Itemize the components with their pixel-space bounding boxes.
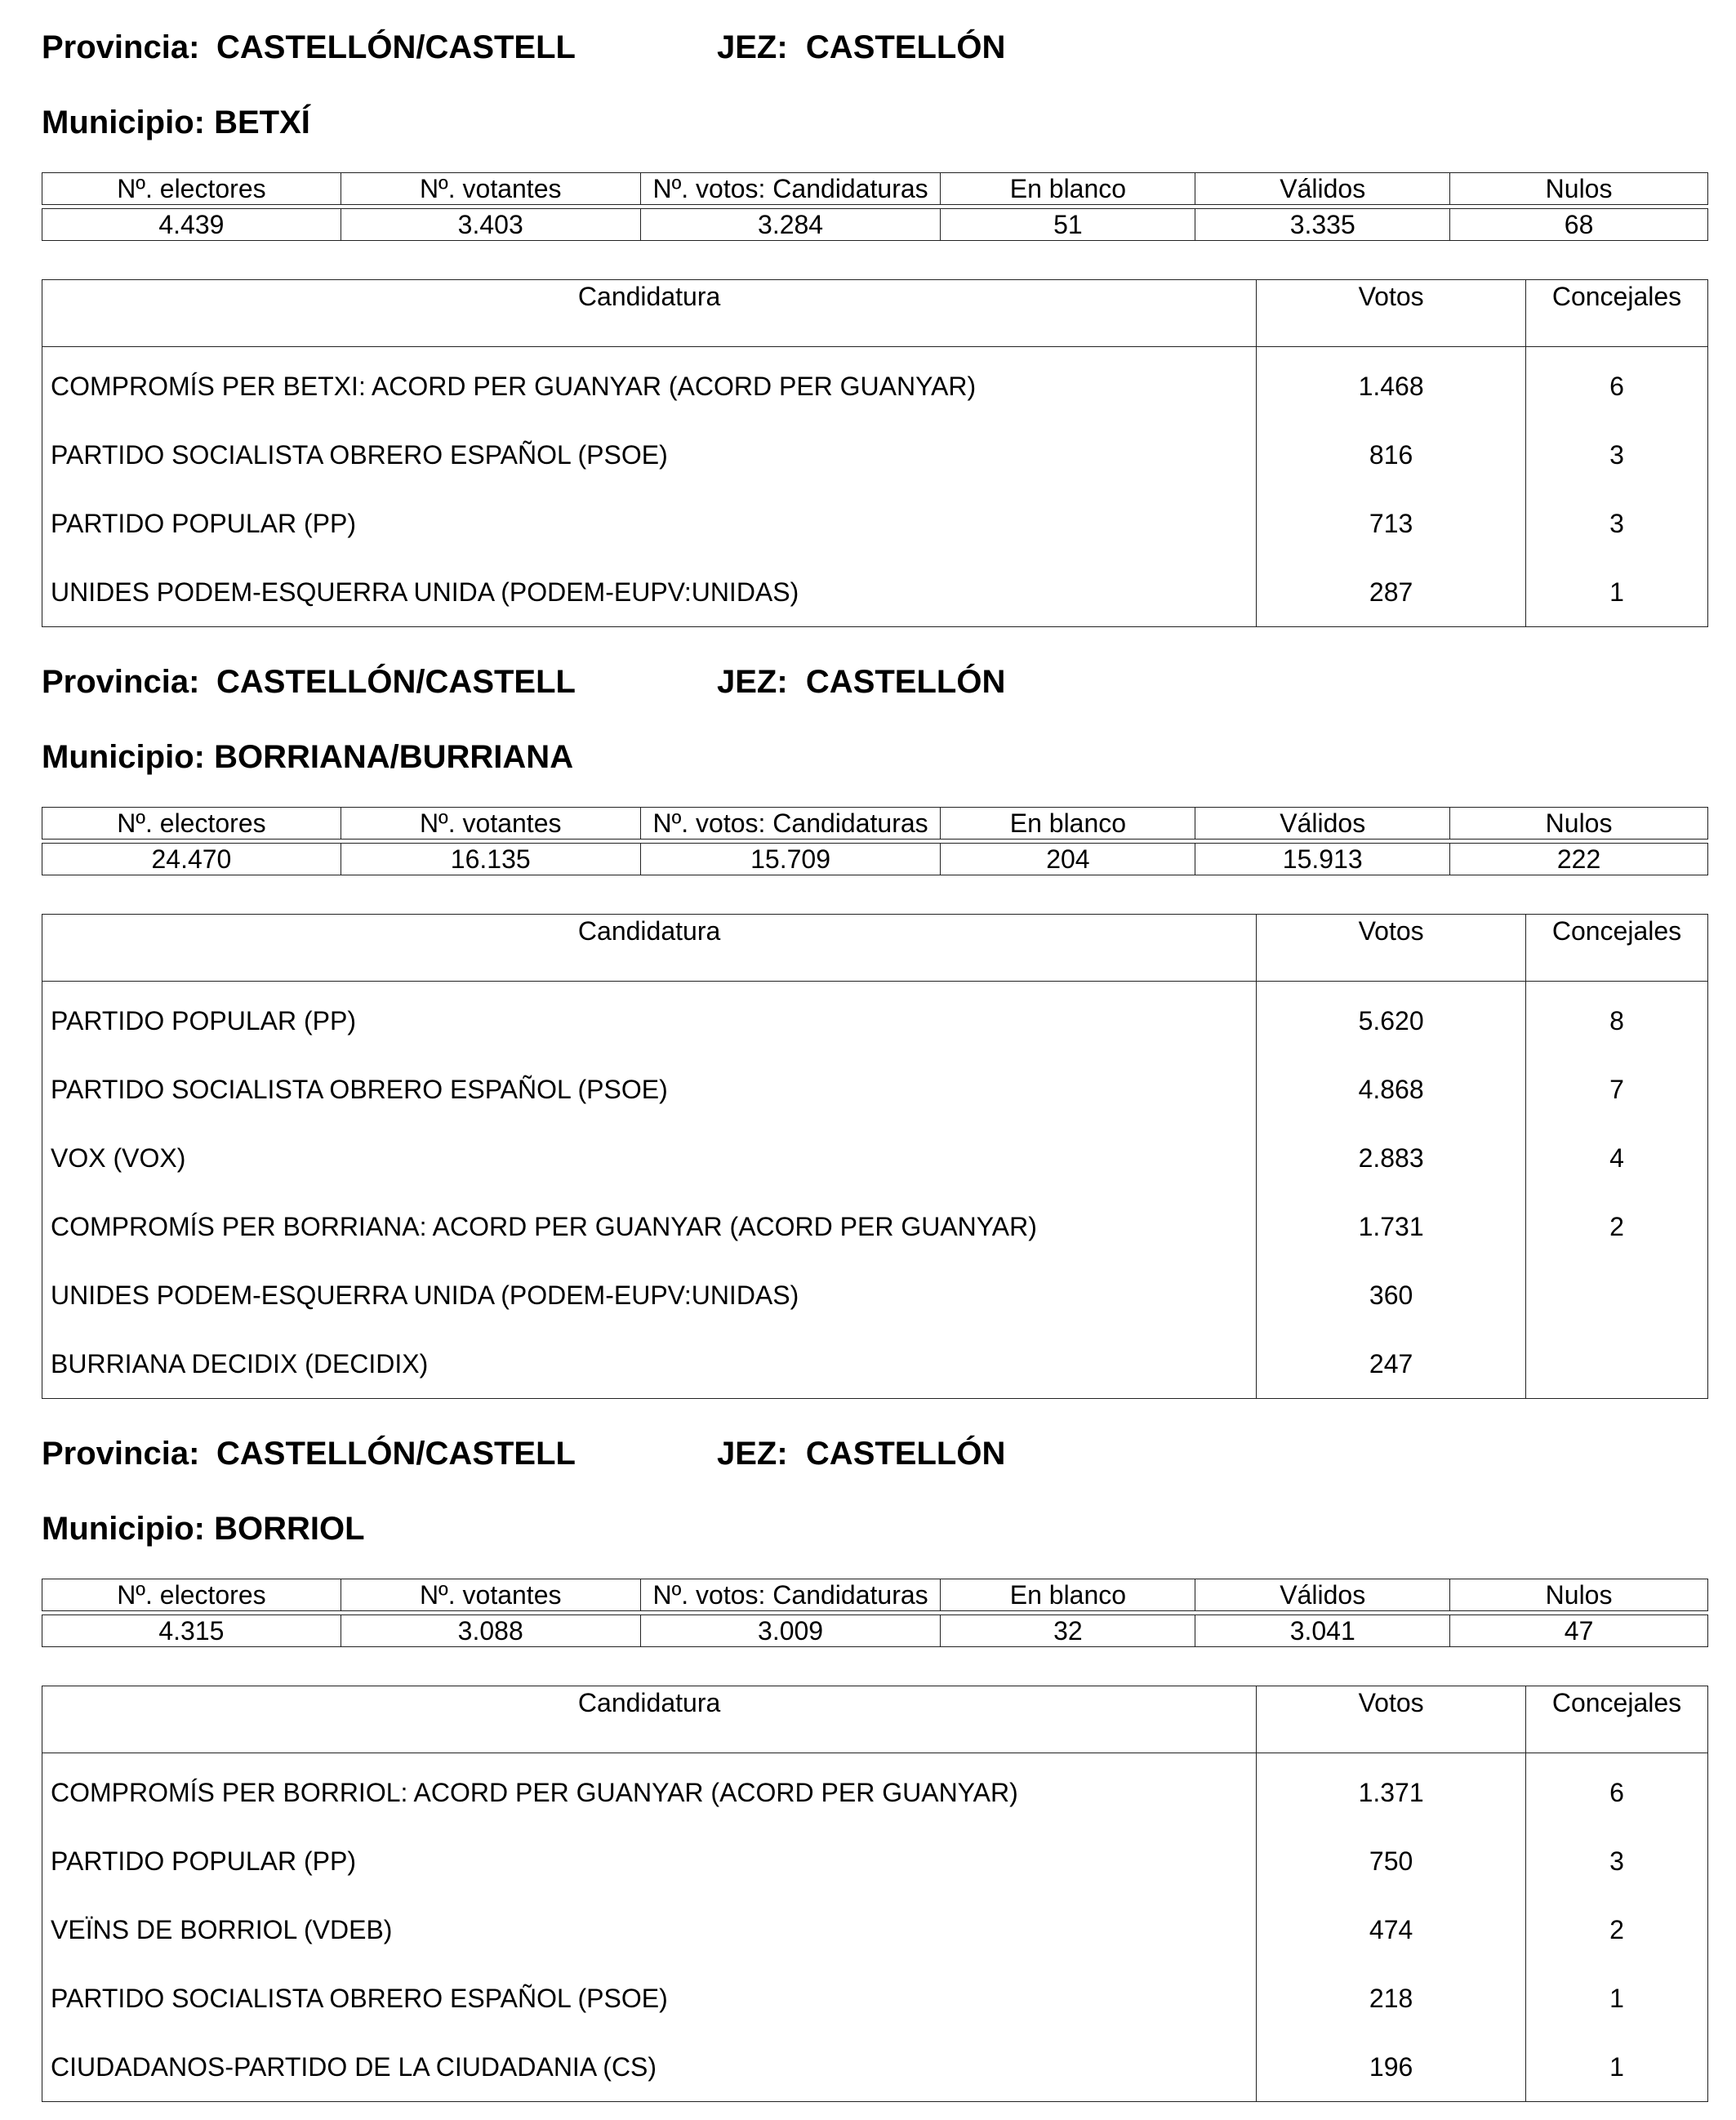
table-row: [42, 1055, 1708, 1124]
candidate-seats: 2: [1526, 1895, 1708, 1964]
candidate-seats: 1: [1526, 1964, 1708, 2033]
candidate-seats: 2: [1526, 1192, 1708, 1261]
candidate-seats: 6: [1526, 347, 1708, 421]
jez-value: CASTELLÓN: [805, 29, 1006, 65]
stats-table: [42, 807, 1708, 875]
stats-header: Válidos: [1195, 1579, 1450, 1611]
table-row: [42, 1329, 1708, 1399]
candidates-table: [42, 1686, 1708, 2102]
candidate-votes: 750: [1257, 1827, 1526, 1895]
municipio-value: BORRIANA/BURRIANA: [214, 739, 574, 775]
candidate-votes: 1.468: [1257, 347, 1526, 421]
stats-value: 47: [1450, 1615, 1708, 1647]
votos-header: Votos: [1257, 1686, 1526, 1753]
municipio-value: BETXÍ: [214, 105, 310, 140]
jez-line: [717, 1435, 1005, 1472]
candidate-votes: 2.883: [1257, 1124, 1526, 1192]
candidate-seats: 6: [1526, 1753, 1708, 1828]
candidate-seats: [1526, 1329, 1708, 1399]
votos-header: Votos: [1257, 915, 1526, 982]
candidate-seats: 1: [1526, 2033, 1708, 2102]
provincia-value: CASTELLÓN/CASTELL: [216, 29, 576, 65]
stats-header: Nº. votos: Candidaturas: [640, 173, 941, 205]
stats-value: 16.135: [341, 844, 640, 875]
stats-value: 15.709: [640, 844, 941, 875]
candidatura-header: Candidatura: [42, 1686, 1257, 1753]
candidate-seats: 3: [1526, 421, 1708, 489]
stats-header: Nº. electores: [42, 1579, 341, 1611]
stats-table: [42, 1579, 1708, 1647]
candidate-name: PARTIDO SOCIALISTA OBRERO ESPAÑOL (PSOE): [42, 1055, 1257, 1124]
stats-value-row: [42, 209, 1708, 241]
provincia-line: [42, 663, 1006, 701]
jez-label: JEZ:: [717, 1436, 788, 1472]
table-row: [42, 1964, 1708, 2033]
provincia-label: Provincia:: [42, 29, 200, 65]
table-row: [42, 489, 1708, 558]
concejales-header: Concejales: [1526, 915, 1708, 982]
stats-value-row: [42, 844, 1708, 875]
stats-header: Nº. electores: [42, 808, 341, 840]
stats-value-row: [42, 1615, 1708, 1647]
candidate-votes: 474: [1257, 1895, 1526, 1964]
candidate-seats: 3: [1526, 1827, 1708, 1895]
candidate-name: VEÏNS DE BORRIOL (VDEB): [42, 1895, 1257, 1964]
candidate-name: PARTIDO POPULAR (PP): [42, 489, 1257, 558]
stats-value: 204: [941, 844, 1195, 875]
jez-line: [717, 663, 1005, 701]
candidate-votes: 247: [1257, 1329, 1526, 1399]
candidate-seats: 7: [1526, 1055, 1708, 1124]
candidate-votes: 816: [1257, 421, 1526, 489]
stats-value: 4.315: [42, 1615, 341, 1647]
stats-value: 3.403: [341, 209, 640, 241]
candidate-name: BURRIANA DECIDIX (DECIDIX): [42, 1329, 1257, 1399]
candidates-table: [42, 914, 1708, 1399]
stats-value: 3.009: [640, 1615, 941, 1647]
jez-label: JEZ:: [717, 664, 788, 700]
candidate-votes: 218: [1257, 1964, 1526, 2033]
candidate-name: UNIDES PODEM-ESQUERRA UNIDA (PODEM-EUPV:UNIDAS): [42, 1261, 1257, 1329]
stats-value: 3.088: [341, 1615, 640, 1647]
table-row: [42, 1827, 1708, 1895]
candidate-seats: 3: [1526, 489, 1708, 558]
stats-value: 3.041: [1195, 1615, 1450, 1647]
stats-header: En blanco: [941, 808, 1195, 840]
candidate-votes: 713: [1257, 489, 1526, 558]
municipio-label: Municipio:: [42, 105, 205, 140]
stats-value: 4.439: [42, 209, 341, 241]
candidate-name: PARTIDO SOCIALISTA OBRERO ESPAÑOL (PSOE): [42, 1964, 1257, 2033]
candidate-name: COMPROMÍS PER BETXI: ACORD PER GUANYAR (ACORD PER GUANYAR): [42, 347, 1257, 421]
stats-table: [42, 172, 1708, 241]
stats-header: Nulos: [1450, 1579, 1708, 1611]
candidate-votes: 5.620: [1257, 982, 1526, 1056]
candidate-votes: 1.731: [1257, 1192, 1526, 1261]
stats-value: 222: [1450, 844, 1708, 875]
candidatura-header: Candidatura: [42, 915, 1257, 982]
candidate-votes: 196: [1257, 2033, 1526, 2102]
jez-value: CASTELLÓN: [805, 1436, 1006, 1472]
candidate-name: PARTIDO SOCIALISTA OBRERO ESPAÑOL (PSOE): [42, 421, 1257, 489]
candidate-name: UNIDES PODEM-ESQUERRA UNIDA (PODEM-EUPV:UNIDAS): [42, 558, 1257, 627]
candidates-header-row: [42, 1686, 1708, 1753]
candidate-votes: 287: [1257, 558, 1526, 627]
candidate-seats: 8: [1526, 982, 1708, 1056]
table-row: [42, 558, 1708, 627]
stats-header-row: [42, 808, 1708, 840]
candidate-votes: 1.371: [1257, 1753, 1526, 1828]
provincia-value: CASTELLÓN/CASTELL: [216, 664, 576, 700]
provincia-line: [42, 29, 1006, 66]
stats-value: 3.284: [640, 209, 941, 241]
concejales-header: Concejales: [1526, 1686, 1708, 1753]
municipio-value: BORRIOL: [214, 1511, 365, 1547]
concejales-header: Concejales: [1526, 280, 1708, 347]
stats-header: Válidos: [1195, 173, 1450, 205]
stats-header: Nº. votos: Candidaturas: [640, 808, 941, 840]
provincia-label: Provincia:: [42, 1436, 200, 1472]
stats-header-row: [42, 173, 1708, 205]
table-row: [42, 347, 1708, 421]
table-row: [42, 982, 1708, 1056]
candidate-name: COMPROMÍS PER BORRIOL: ACORD PER GUANYAR (ACORD PER GUANYAR): [42, 1753, 1257, 1828]
stats-header-row: [42, 1579, 1708, 1611]
table-row: [42, 1261, 1708, 1329]
table-row: [42, 1124, 1708, 1192]
candidate-votes: 360: [1257, 1261, 1526, 1329]
jez-line: [717, 29, 1005, 66]
table-row: [42, 1753, 1708, 1828]
stats-header: Nº. votos: Candidaturas: [640, 1579, 941, 1611]
stats-header: Nº. electores: [42, 173, 341, 205]
candidate-name: PARTIDO POPULAR (PP): [42, 1827, 1257, 1895]
candidate-seats: 1: [1526, 558, 1708, 627]
stats-header: En blanco: [941, 173, 1195, 205]
municipio-label: Municipio:: [42, 739, 205, 775]
candidate-votes: 4.868: [1257, 1055, 1526, 1124]
jez-value: CASTELLÓN: [805, 664, 1006, 700]
candidates-header-row: [42, 280, 1708, 347]
candidate-name: CIUDADANOS-PARTIDO DE LA CIUDADANIA (CS): [42, 2033, 1257, 2102]
candidates-header-row: [42, 915, 1708, 982]
stats-header: Válidos: [1195, 808, 1450, 840]
table-row: [42, 1895, 1708, 1964]
table-row: [42, 1192, 1708, 1261]
jez-label: JEZ:: [717, 29, 788, 65]
provincia-label: Provincia:: [42, 664, 200, 700]
stats-header: Nº. votantes: [341, 808, 640, 840]
table-row: [42, 2033, 1708, 2102]
votos-header: Votos: [1257, 280, 1526, 347]
candidate-name: COMPROMÍS PER BORRIANA: ACORD PER GUANYAR (ACORD PER GUANYAR): [42, 1192, 1257, 1261]
stats-value: 68: [1450, 209, 1708, 241]
candidate-seats: 4: [1526, 1124, 1708, 1192]
provincia-value: CASTELLÓN/CASTELL: [216, 1436, 576, 1472]
candidatura-header: Candidatura: [42, 280, 1257, 347]
table-row: [42, 421, 1708, 489]
provincia-line: [42, 1435, 1006, 1472]
stats-header: Nº. votantes: [341, 173, 640, 205]
candidate-seats: [1526, 1261, 1708, 1329]
stats-value: 24.470: [42, 844, 341, 875]
stats-header: Nulos: [1450, 173, 1708, 205]
municipio-line: [42, 738, 573, 776]
municipio-line: [42, 104, 310, 141]
candidate-name: VOX (VOX): [42, 1124, 1257, 1192]
stats-header: Nº. votantes: [341, 1579, 640, 1611]
stats-header: En blanco: [941, 1579, 1195, 1611]
municipio-line: [42, 1510, 365, 1548]
stats-value: 15.913: [1195, 844, 1450, 875]
stats-value: 51: [941, 209, 1195, 241]
candidates-table: [42, 279, 1708, 627]
municipio-label: Municipio:: [42, 1511, 205, 1547]
stats-value: 32: [941, 1615, 1195, 1647]
candidate-name: PARTIDO POPULAR (PP): [42, 982, 1257, 1056]
stats-value: 3.335: [1195, 209, 1450, 241]
stats-header: Nulos: [1450, 808, 1708, 840]
